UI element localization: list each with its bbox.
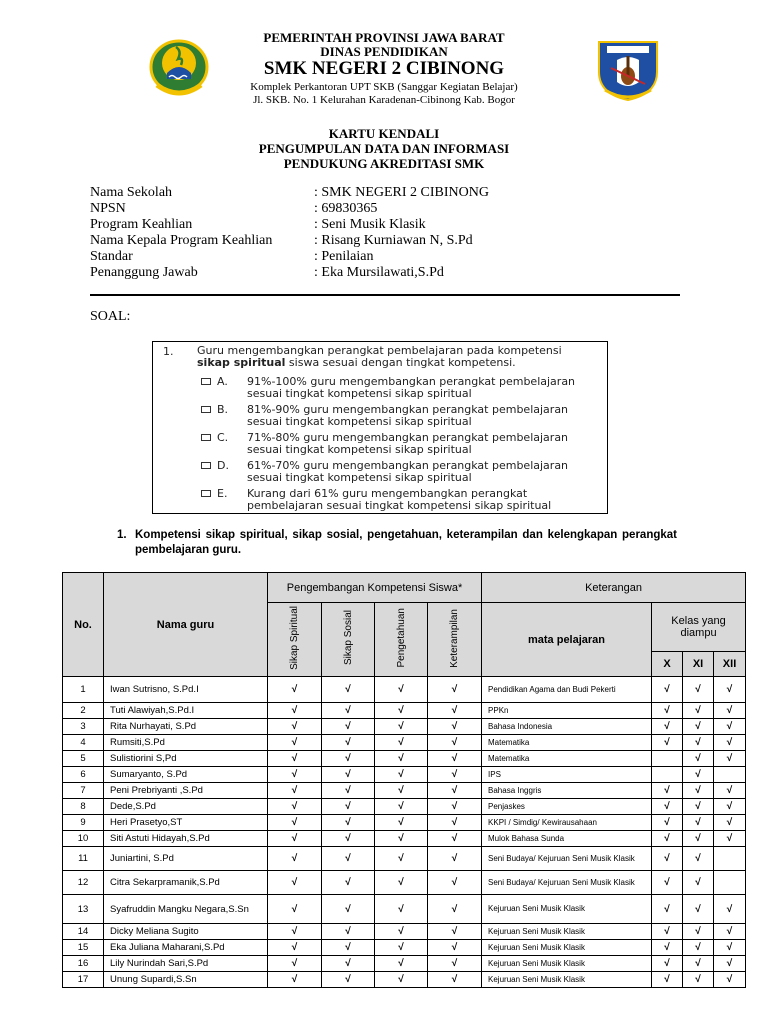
option-text [247,488,607,512]
option-line: 61%-70% guru mengembangkan perangkat pembelajaran [247,459,569,472]
header-nama-guru: Nama guru [104,573,268,677]
option-line: pembelajaran sesuai tingkat kompetensi sikap spiritual [247,499,552,512]
info-label: Penanggung Jawab [90,265,198,280]
cell-sikap-spiritual: √ [268,871,322,895]
cell-sikap-spiritual: √ [268,847,322,871]
cell-x: √ [652,703,683,719]
cell-x: √ [652,972,683,988]
info-label: Standar [90,249,133,264]
cell-name: Dede,S.Pd [104,799,268,815]
cell-pengetahuan: √ [375,799,428,815]
cell-name: Juniartini, S.Pd [104,847,268,871]
cell-pengetahuan: √ [375,783,428,799]
info-label: Nama Kepala Program Keahlian [90,233,273,248]
info-value: : Eka Mursilawati,S.Pd [314,265,444,280]
cell-xi: √ [683,956,714,972]
cell-sikap-spiritual: √ [268,895,322,924]
cell-no: 17 [63,972,104,988]
table-row [63,956,746,972]
info-label: Program Keahlian [90,217,193,232]
cell-sikap-spiritual: √ [268,767,322,783]
checkbox-icon[interactable] [201,378,211,385]
cell-no: 16 [63,956,104,972]
cell-sikap-sosial: √ [322,831,375,847]
option-letter: B. [217,403,229,416]
table-row [63,735,746,751]
cell-keterampilan: √ [428,703,482,719]
header-pengetahuan [375,603,428,677]
cell-x: √ [652,956,683,972]
cell-sikap-sosial: √ [322,677,375,703]
cell-name: Rumsiti,S.Pd [104,735,268,751]
cell-sikap-spiritual: √ [268,799,322,815]
cell-xii: √ [714,783,746,799]
cell-sikap-spiritual: √ [268,719,322,735]
option-line: sesuai tingkat kompetensi sikap spiritual [247,387,472,400]
soal-label: SOAL: [90,309,131,324]
cell-xi: √ [683,703,714,719]
option-line: 71%-80% guru mengembangkan perangkat pembelajaran [247,431,569,444]
info-value: : Risang Kurniawan N, S.Pd [314,233,473,248]
cell-x: √ [652,783,683,799]
info-value: : SMK NEGERI 2 CIBINONG [314,185,489,200]
header-keterangan: Keterangan [482,573,746,603]
cell-sikap-spiritual: √ [268,677,322,703]
cell-x: √ [652,871,683,895]
cell-subject: IPS [482,767,652,783]
cell-keterampilan: √ [428,972,482,988]
cell-xi: √ [683,871,714,895]
cell-xi: √ [683,735,714,751]
info-label: NPSN [90,201,126,216]
checkbox-icon[interactable] [201,462,211,469]
option-letter: C. [217,431,229,444]
instruction [117,528,677,560]
question-line-1: Guru mengembangkan perangkat pembelajaran pada kompetensi [197,344,562,357]
table-row [63,815,746,831]
title-line-3: PENDUKUNG AKREDITASI SMK [283,156,485,171]
cell-pengetahuan: √ [375,751,428,767]
cell-name: Iwan Sutrisno, S.Pd.I [104,677,268,703]
cell-sikap-sosial: √ [322,972,375,988]
option-line: sesuai tingkat kompetensi sikap spiritual [247,471,472,484]
cell-name: Tuti Alawiyah,S.Pd.I [104,703,268,719]
cell-subject: Seni Budaya/ Kejuruan Seni Musik Klasik [482,871,652,895]
cell-sikap-sosial: √ [322,924,375,940]
title-line-1: KARTU KENDALI [328,126,440,141]
cell-x: √ [652,799,683,815]
cell-subject: Kejuruan Seni Musik Klasik [482,895,652,924]
info-value: : Penilaian [314,249,374,264]
cell-xi: √ [683,895,714,924]
cell-xii: √ [714,831,746,847]
cell-keterampilan: √ [428,847,482,871]
cell-xii: √ [714,719,746,735]
teacher-table [62,572,746,988]
cell-keterampilan: √ [428,783,482,799]
cell-xii: √ [714,895,746,924]
cell-keterampilan: √ [428,815,482,831]
header-pengembangan: Pengembangan Kompetensi Siswa* [268,573,482,603]
cell-sikap-spiritual: √ [268,831,322,847]
cell-xi: √ [683,719,714,735]
cell-keterampilan: √ [428,924,482,940]
cell-pengetahuan: √ [375,871,428,895]
cell-subject: Kejuruan Seni Musik Klasik [482,924,652,940]
instruction-text: Kompetensi sikap spiritual, sikap sosial, pengetahuan, keterampilan dan kelengkapan perangkat pembelajaran guru. [135,529,677,556]
header-sikap-sosial-text: Sikap Sosial [342,610,354,666]
cell-subject: Penjaskes [482,799,652,815]
cell-pengetahuan: √ [375,719,428,735]
header-xi: XI [683,652,714,677]
header-government: PEMERINTAH PROVINSI JAWA BARAT [263,30,505,45]
header-x: X [652,652,683,677]
cell-x: √ [652,940,683,956]
cell-subject: Matematika [482,735,652,751]
question-number: 1. [163,345,174,358]
cell-subject: PPKn [482,703,652,719]
cell-xii: √ [714,735,746,751]
table-row [63,871,746,895]
cell-xi: √ [683,924,714,940]
cell-x: √ [652,719,683,735]
table-row [63,831,746,847]
cell-xii: √ [714,703,746,719]
cell-pengetahuan: √ [375,895,428,924]
option-letter: D. [217,459,229,472]
cell-keterampilan: √ [428,677,482,703]
cell-x: √ [652,895,683,924]
cell-no: 2 [63,703,104,719]
question-line-2-rest: siswa sesuai dengan tingkat kompetensi. [285,356,516,369]
cell-x: √ [652,677,683,703]
cell-sikap-sosial: √ [322,799,375,815]
cell-xii [714,847,746,871]
info-row [0,201,768,217]
question-line-2 [197,357,602,369]
cell-keterampilan: √ [428,831,482,847]
header-school-name: SMK NEGERI 2 CIBINONG [263,58,505,79]
cell-sikap-sosial: √ [322,871,375,895]
info-row [0,249,768,265]
cell-name: Rita Nurhayati, S.Pd [104,719,268,735]
cell-sikap-spiritual: √ [268,940,322,956]
cell-subject: Kejuruan Seni Musik Klasik [482,940,652,956]
cell-sikap-sosial: √ [322,815,375,831]
cell-keterampilan: √ [428,895,482,924]
cell-name: Unung Supardi,S.Sn [104,972,268,988]
cell-pengetahuan: √ [375,831,428,847]
cell-keterampilan: √ [428,799,482,815]
cell-sikap-sosial: √ [322,751,375,767]
cell-xi: √ [683,972,714,988]
cell-keterampilan: √ [428,956,482,972]
cell-subject: Kejuruan Seni Musik Klasik [482,972,652,988]
table-row [63,751,746,767]
header-address-1: Komplek Perkantoran UPT SKB (Sanggar Kegiatan Belajar) [250,81,518,93]
cell-sikap-spiritual: √ [268,956,322,972]
option-line: sesuai tingkat kompetensi sikap spiritual [247,443,472,456]
cell-xii: √ [714,677,746,703]
header-sikap-spiritual-text: Sikap Spiritual [289,606,300,670]
cell-pengetahuan: √ [375,972,428,988]
cell-sikap-spiritual: √ [268,735,322,751]
header-sikap-spiritual [268,603,322,677]
cell-sikap-sosial: √ [322,940,375,956]
cell-xii: √ [714,940,746,956]
cell-xii: √ [714,956,746,972]
header-keterampilan-text: Keterampilan [449,608,460,668]
table-row [63,767,746,783]
cell-xi: √ [683,751,714,767]
horizontal-rule [90,294,680,296]
option-text [247,460,607,484]
cell-name: Citra Sekarpramanik,S.Pd [104,871,268,895]
question-text [197,345,602,369]
cell-pengetahuan: √ [375,735,428,751]
cell-xii: √ [714,815,746,831]
cell-x: √ [652,815,683,831]
cell-name: Peni Prebriyanti ,S.Pd [104,783,268,799]
table-row [63,783,746,799]
cell-x: √ [652,735,683,751]
header-keterampilan [428,603,482,677]
cell-no: 15 [63,940,104,956]
table-row [63,895,746,924]
cell-xi: √ [683,940,714,956]
cell-pengetahuan: √ [375,940,428,956]
cell-no: 14 [63,924,104,940]
cell-subject: Mulok Bahasa Sunda [482,831,652,847]
cell-pengetahuan: √ [375,767,428,783]
cell-no: 6 [63,767,104,783]
cell-sikap-sosial: √ [322,956,375,972]
cell-xi: √ [683,847,714,871]
cell-xi: √ [683,815,714,831]
table-row [63,703,746,719]
cell-x [652,751,683,767]
cell-sikap-sosial: √ [322,783,375,799]
cell-sikap-spiritual: √ [268,815,322,831]
cell-xii: √ [714,924,746,940]
cell-xi: √ [683,831,714,847]
cell-name: Syafruddin Mangku Negara,S.Sn [104,895,268,924]
cell-no: 3 [63,719,104,735]
info-label: Nama Sekolah [90,185,173,200]
title-line-2: PENGUMPULAN DATA DAN INFORMASI [258,141,510,156]
cell-name: Sulistiorini S,Pd [104,751,268,767]
cell-xii: √ [714,972,746,988]
option-text [247,432,607,456]
cell-name: Eka Juliana Maharani,S.Pd [104,940,268,956]
cell-subject: Matematika [482,751,652,767]
cell-sikap-spiritual: √ [268,703,322,719]
header-mata-pelajaran: mata pelajaran [482,603,652,677]
cell-x [652,767,683,783]
cell-sikap-spiritual: √ [268,751,322,767]
cell-pengetahuan: √ [375,956,428,972]
header-address-2: Jl. SKB. No. 1 Kelurahan Karadenan-Cibinong Kab. Bogor [253,94,515,106]
cell-xii: √ [714,799,746,815]
cell-no: 4 [63,735,104,751]
cell-sikap-spiritual: √ [268,783,322,799]
option-text [247,376,607,400]
table-row [63,677,746,703]
cell-keterampilan: √ [428,751,482,767]
cell-sikap-sosial: √ [322,703,375,719]
question-box [152,341,608,514]
table-row [63,719,746,735]
cell-no: 13 [63,895,104,924]
cell-name: Siti Astuti Hidayah,S.Pd [104,831,268,847]
option-letter: A. [217,375,228,388]
info-value: : Seni Musik Klasik [314,217,426,232]
option-line: 91%-100% guru mengembangkan perangkat pembelajaran [247,375,576,388]
cell-xi: √ [683,783,714,799]
cell-x: √ [652,831,683,847]
cell-subject: Bahasa Inggris [482,783,652,799]
cell-xi: √ [683,767,714,783]
table-row [63,799,746,815]
option-line: sesuai tingkat kompetensi sikap spiritual [247,415,472,428]
cell-keterampilan: √ [428,719,482,735]
option-letter: E. [217,487,228,500]
info-row [0,185,768,201]
cell-no: 8 [63,799,104,815]
option-line: Kurang dari 61% guru mengembangkan perangkat [247,487,528,500]
cell-no: 11 [63,847,104,871]
cell-no: 12 [63,871,104,895]
cell-keterampilan: √ [428,871,482,895]
cell-sikap-sosial: √ [322,847,375,871]
cell-keterampilan: √ [428,767,482,783]
header-kelas: Kelas yang diampu [652,603,746,652]
cell-pengetahuan: √ [375,847,428,871]
cell-sikap-sosial: √ [322,767,375,783]
info-row [0,233,768,249]
cell-sikap-sosial: √ [322,735,375,751]
cell-sikap-spiritual: √ [268,924,322,940]
cell-subject: KKPI / Simdig/ Kewirausahaan [482,815,652,831]
option-line: 81%-90% guru mengembangkan perangkat pembelajaran [247,403,569,416]
header-department: DINAS PENDIDIKAN [320,44,448,59]
cell-x: √ [652,847,683,871]
table-row [63,924,746,940]
cell-xii [714,767,746,783]
cell-subject: Seni Budaya/ Kejuruan Seni Musik Klasik [482,847,652,871]
cell-keterampilan: √ [428,940,482,956]
cell-sikap-sosial: √ [322,719,375,735]
checkbox-icon[interactable] [201,490,211,497]
cell-name: Sumaryanto, S.Pd [104,767,268,783]
cell-pengetahuan: √ [375,677,428,703]
table-row [63,847,746,871]
cell-no: 10 [63,831,104,847]
cell-no: 1 [63,677,104,703]
cell-no: 5 [63,751,104,767]
cell-sikap-sosial: √ [322,895,375,924]
table-row [63,972,746,988]
info-row [0,265,768,281]
cell-no: 9 [63,815,104,831]
header-sikap-sosial [322,603,375,677]
cell-x: √ [652,924,683,940]
instruction-number: 1. [117,529,127,541]
cell-subject: Kejuruan Seni Musik Klasik [482,956,652,972]
header-pengetahuan-text: Pengetahuan [395,608,407,668]
cell-keterampilan: √ [428,735,482,751]
cell-name: Heri Prasetyo,ST [104,815,268,831]
cell-xi: √ [683,677,714,703]
option-text [247,404,607,428]
cell-name: Dicky Meliana Sugito [104,924,268,940]
cell-sikap-spiritual: √ [268,972,322,988]
cell-xi: √ [683,799,714,815]
checkbox-icon[interactable] [201,434,211,441]
info-value: : 69830365 [314,201,378,216]
cell-xii [714,871,746,895]
header-no: No. [63,573,104,677]
cell-pengetahuan: √ [375,924,428,940]
checkbox-icon[interactable] [201,406,211,413]
cell-name: Lily Nurindah Sari,S.Pd [104,956,268,972]
cell-no: 7 [63,783,104,799]
cell-pengetahuan: √ [375,815,428,831]
cell-subject: Bahasa Indonesia [482,719,652,735]
cell-subject: Pendidikan Agama dan Budi Pekerti [482,677,652,703]
header-xii: XII [714,652,746,677]
info-row [0,217,768,233]
table-row [63,940,746,956]
cell-pengetahuan: √ [375,703,428,719]
question-bold-part: sikap spiritual [197,356,286,369]
cell-xii: √ [714,751,746,767]
